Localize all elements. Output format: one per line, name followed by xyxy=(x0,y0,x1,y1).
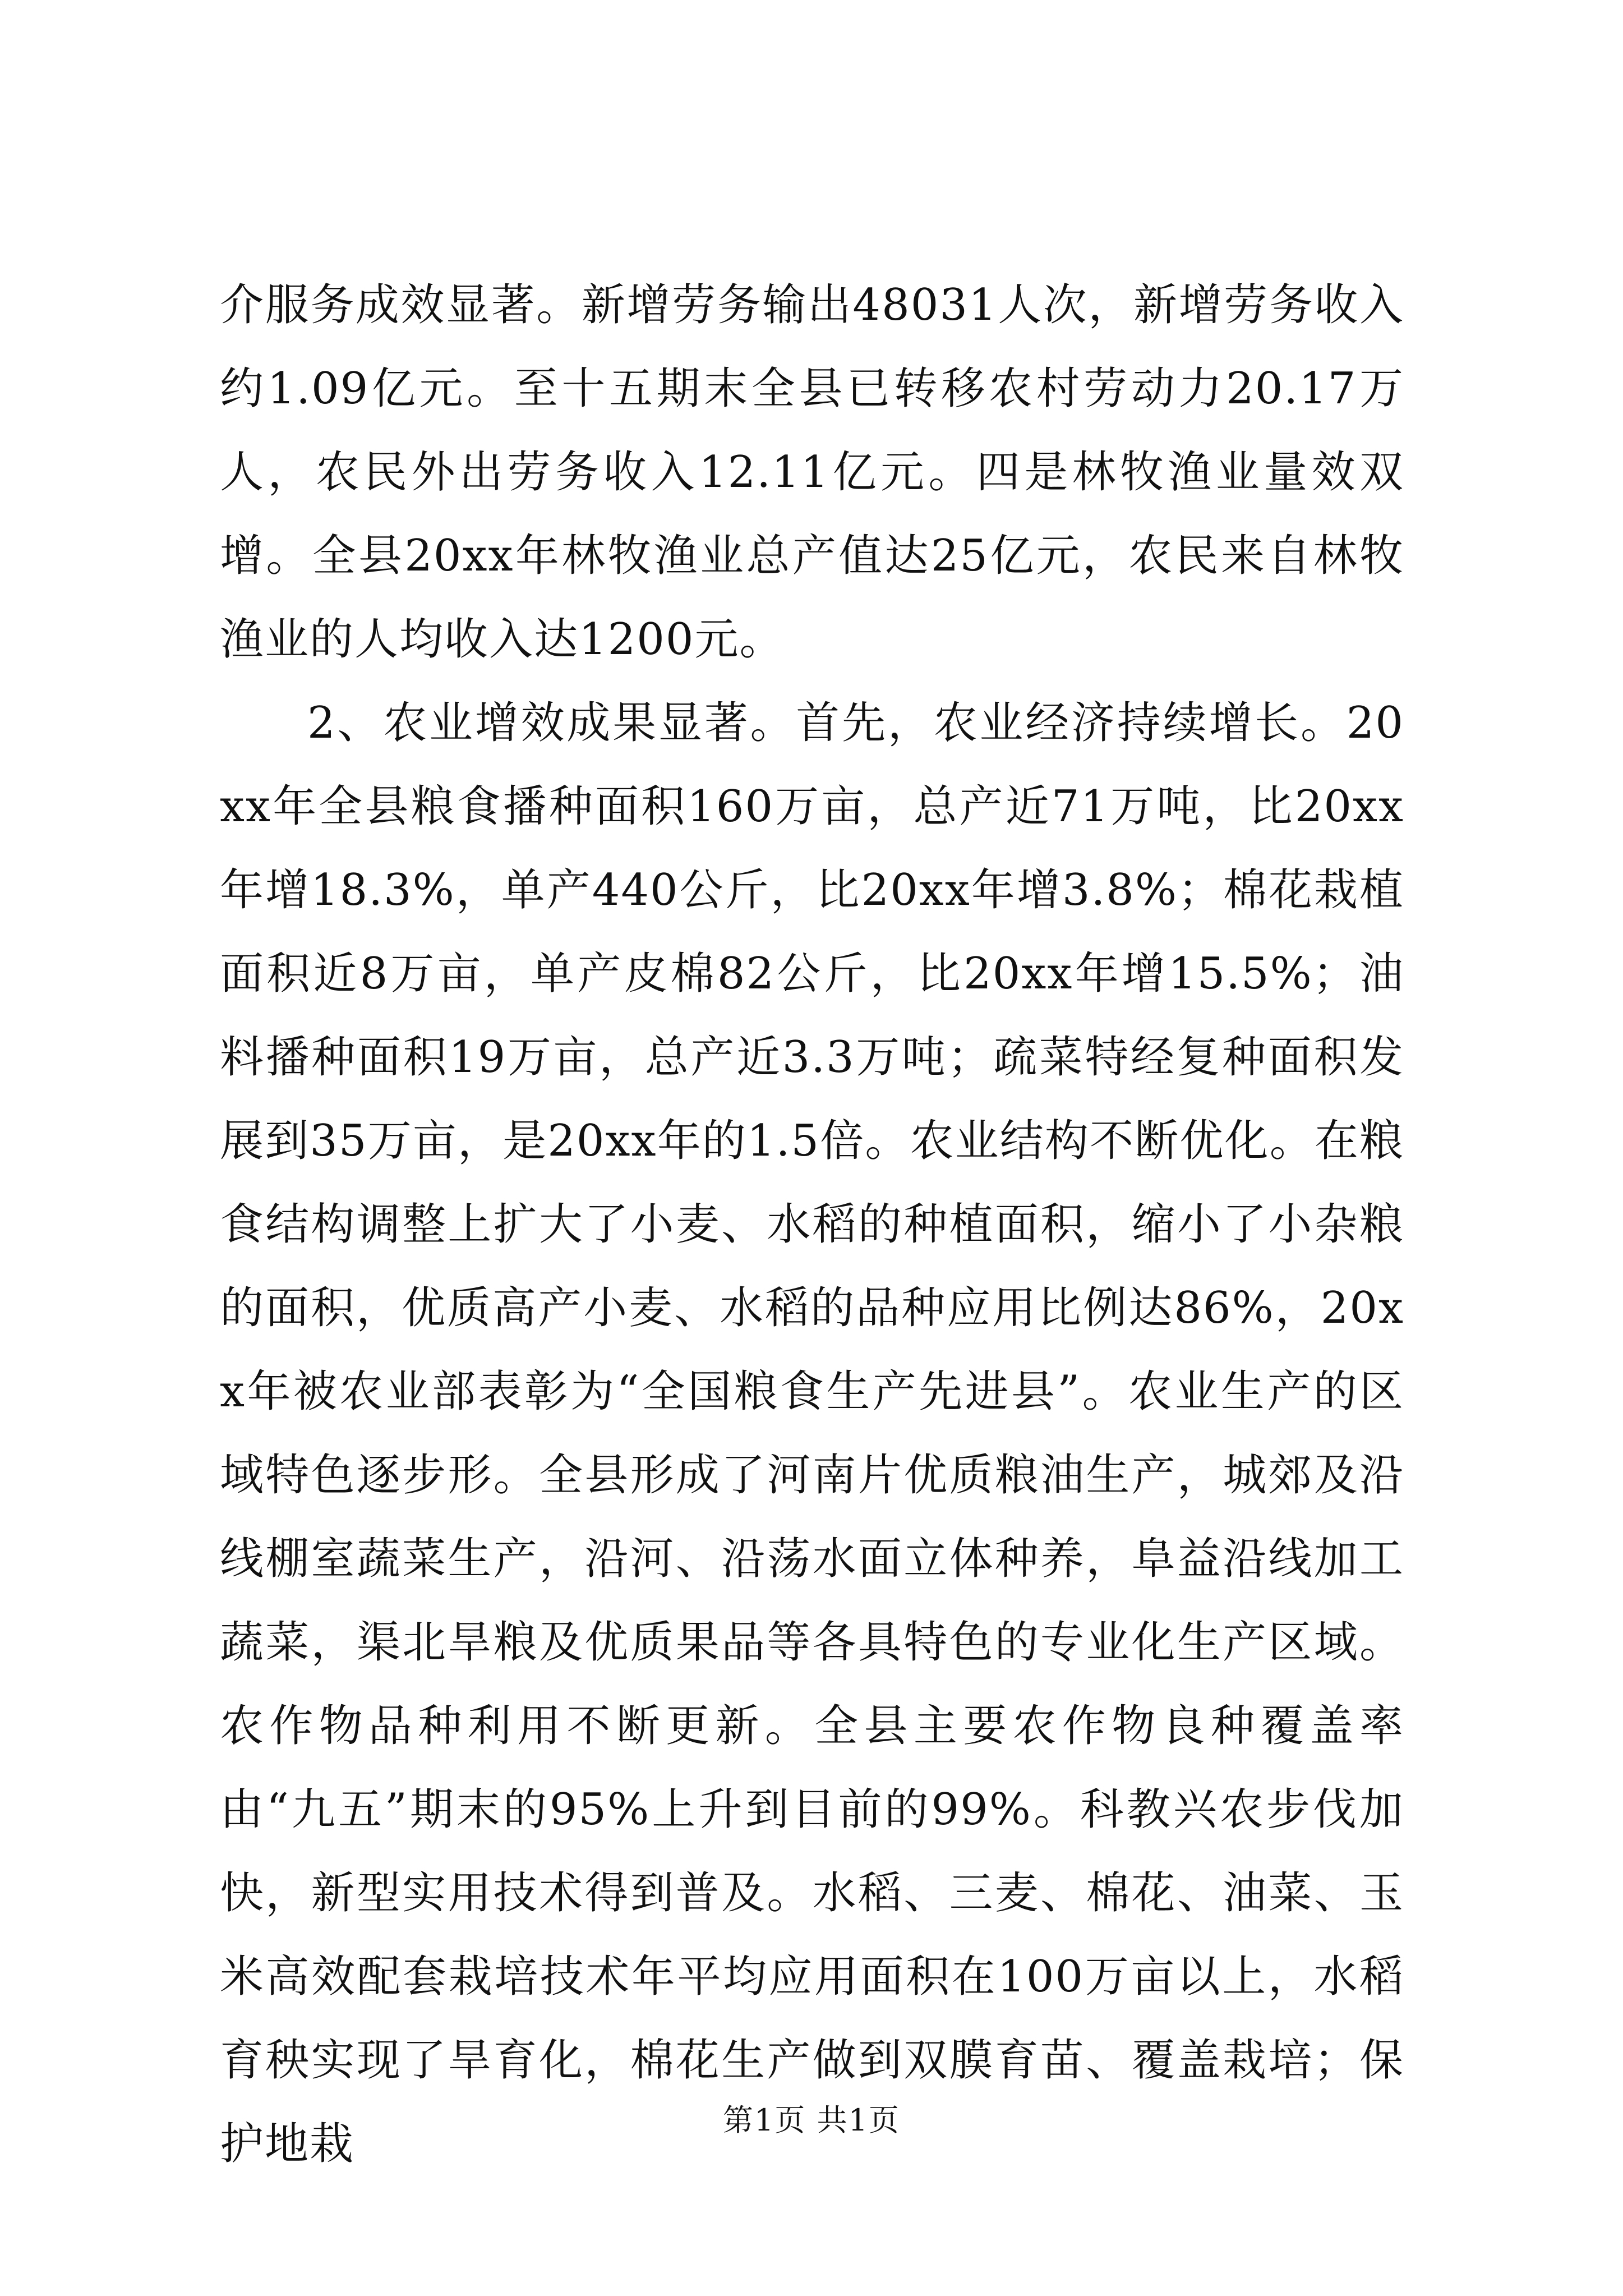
paragraph-1: 介服务成效显著。新增劳务输出48031人次，新增劳务收入约1.09亿元。至十五期末全县已转移农村劳动力20.17万人，农民外出劳务收入12.11亿元。四是林牧渔业量效双增。全县20xx年林牧渔业总产值达25亿元，农民来自林牧渔业的人均收入达1200元。 xyxy=(220,280,1404,665)
paragraph-2: 2、农业增效成果显著。首先，农业经济持续增长。20xx年全县粮食播种面积160万亩，总产近71万吨，比20xx年增18.3%，单产440公斤，比20xx年增3.8%；棉花栽植面积近8万亩，单产皮棉82公斤，比20xx年增15.5%；油料播种面积19万亩，总产近3.3万吨；疏菜特经复种面积发展到35万亩，是20xx年的1.5倍。农业结构不断优化。在粮食结构调整上扩大了小麦、水稻的种植面积，缩小了小杂粮的面积，优质高产小麦、水稻的品种应用比例达86%，20xx年被农业部表彰为“全国粮食生产先进县”。农业生产的区域特色逐步形。全县形成了河南片优质粮油生产，城郊及沿线棚室蔬菜生产，沿河、沿荡水面立体种养，阜益沿线加工蔬菜，渠北旱粮及优质果品等各具特色的专业化生产区域。农作物品种利用不断更新。全县主要农作物良种覆盖率由“九五”期末的95%上升到目前的99%。科教兴农步伐加快，新型实用技术得到普及。水稻、三麦、棉花、油菜、玉米高效配套栽培技术年平均应用面积在100万亩以上，水稻育秧实现了旱育化，棉花生产做到双膜育苗、覆盖栽培；保护地栽 xyxy=(220,698,1404,2169)
document-body xyxy=(220,264,1404,2186)
page-number-footer: 第1页 共1页 xyxy=(723,2102,900,2138)
